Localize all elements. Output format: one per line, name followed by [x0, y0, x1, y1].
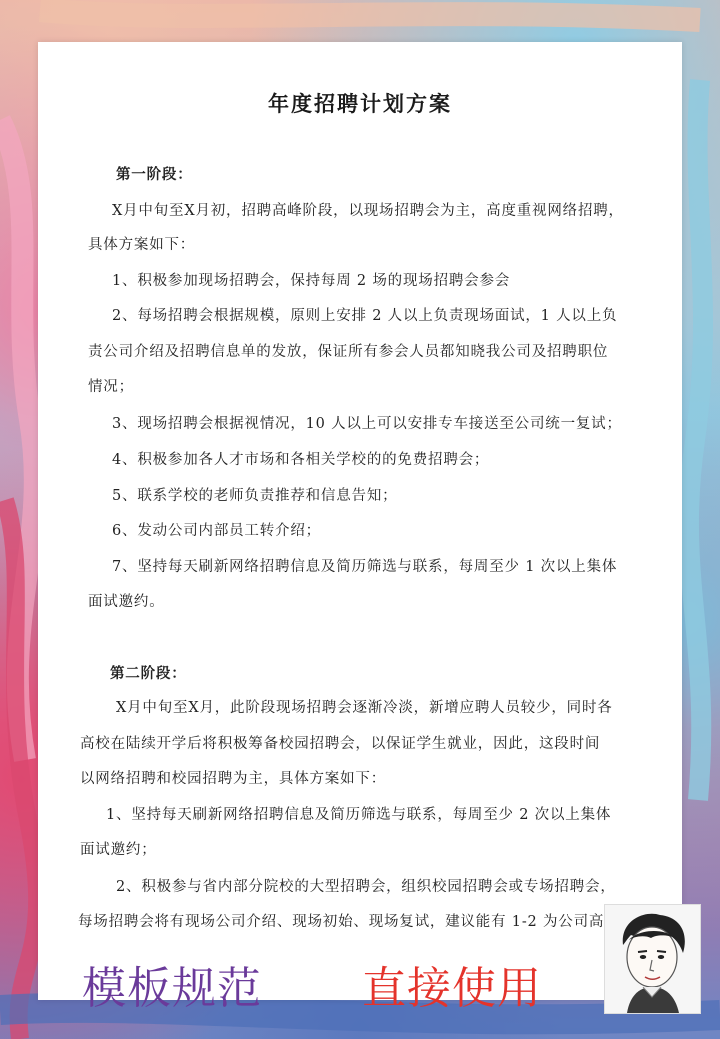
- footer-use-label: 直接使用: [362, 963, 542, 1014]
- stage2-line: 以网络招聘和校园招聘为主，具体方案如下：: [80, 771, 386, 787]
- stage2-heading: 第二阶段：: [110, 665, 187, 682]
- stage1-line: 面试邀约。: [88, 594, 165, 610]
- footer-template-label: 模板规范: [82, 963, 262, 1014]
- document-page: [38, 42, 682, 1000]
- stage1-line: X月中旬至X月初，招聘高峰阶段，以现场招聘会为主，高度重视网络招聘，: [112, 203, 624, 219]
- stage2-line: 每场招聘会将有现场公司介绍、现场初始、现场复试，建议能有 1-2 为公司高: [78, 914, 605, 930]
- stage1-line: 责公司介绍及招聘信息单的发放，保证所有参会人员都知晓我公司及招聘职位: [88, 344, 609, 360]
- stage1-line: 4、积极参加各人才市场和各相关学校的的免费招聘会；: [112, 452, 490, 468]
- stage1-line: 7、坚持每天刷新网络招聘信息及简历筛选与联系，每周至少 1 次以上集体: [112, 559, 618, 575]
- stage2-line: X月中旬至X月，此阶段现场招聘会逐渐冷淡，新增应聘人员较少，同时各: [116, 700, 613, 716]
- avatar: [604, 904, 701, 1014]
- stage1-line: 2、每场招聘会根据规模，原则上安排 2 人以上负责现场面试，1 人以上负: [112, 308, 618, 324]
- stage1-line: 具体方案如下：: [88, 237, 196, 253]
- stage2-line: 高校在陆续开学后将积极筹备校园招聘会，以保证学生就业，因此，这段时间: [80, 736, 601, 752]
- stage1-line: 情况；: [88, 379, 134, 395]
- stage2-line: 2、积极参与省内部分院校的大型招聘会，组织校园招聘会或专场招聘会，: [116, 879, 616, 895]
- stage1-line: 5、联系学校的老师负责推荐和信息告知；: [112, 488, 398, 504]
- avatar-portrait-icon: [605, 905, 700, 1013]
- stage1-heading: 第一阶段：: [116, 166, 193, 183]
- stage1-line: 1、积极参加现场招聘会，保持每周 2 场的现场招聘会参会: [112, 273, 511, 289]
- stage2-line: 1、坚持每天刷新网络招聘信息及简历筛选与联系，每周至少 2 次以上集体: [106, 807, 612, 823]
- document-title: 年度招聘计划方案: [268, 91, 452, 116]
- stage1-line: 6、发动公司内部员工转介绍；: [112, 523, 321, 539]
- stage1-line: 3、现场招聘会根据视情况，10 人以上可以安排专车接送至公司统一复试；: [112, 416, 622, 432]
- stage2-line: 面试邀约；: [80, 842, 157, 858]
